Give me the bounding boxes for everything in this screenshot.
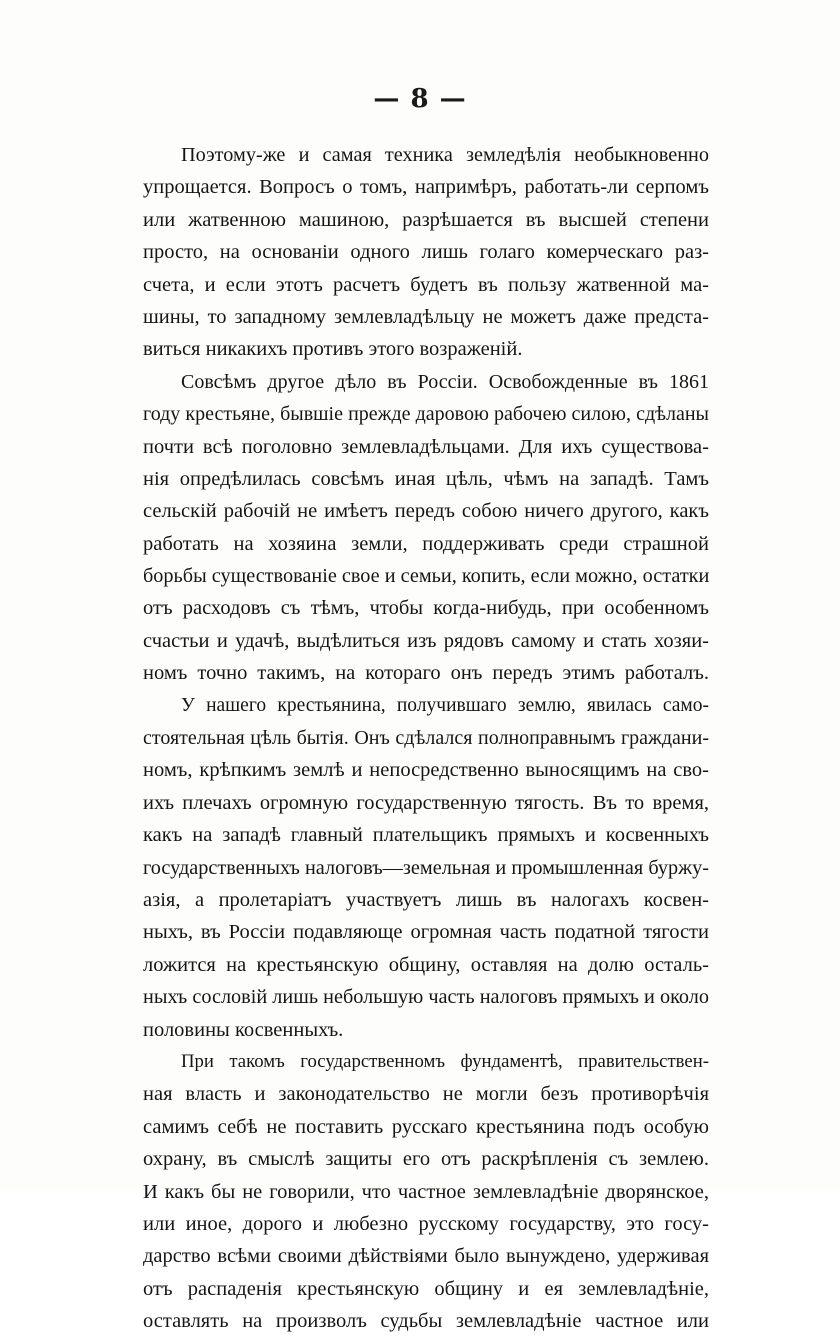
- text-line: самимъ себѣ не поставить русскаго крестьянина подъ особую: [143, 1115, 709, 1138]
- text-line: У нашего крестьянина, получившаго землю, явилась само-: [181, 694, 709, 716]
- text-line: сельскій рабочій не имѣетъ передъ собою ничего другого, какъ: [143, 500, 709, 523]
- text-line: ныхъ, въ Россіи подавляюще огромная часть податной тягости: [143, 921, 709, 944]
- text-line: упрощается. Вопросъ о томъ, напримѣръ, работать-ли серпомъ: [143, 176, 709, 199]
- text-line: почти всѣ поголовно землевладѣльцами. Для ихъ существова-: [143, 435, 709, 458]
- text-line: году крестьяне, бывшіе прежде даровою рабочею силою, сдѣланы: [143, 403, 709, 426]
- text-line: При такомъ государственномъ фундаментѣ, правительствен-: [181, 1050, 709, 1072]
- text-line: И какъ бы не говорили, что частное землевладѣніе дворянское,: [143, 1180, 709, 1203]
- text-line: половины косвенныхъ.: [143, 1018, 344, 1041]
- text-line: азія, а пролетаріатъ участвуетъ лишь въ налогахъ косвен-: [143, 888, 709, 911]
- text-line: оставлять на произволъ судьбы землевладѣніе частное или: [143, 1310, 709, 1333]
- text-line: отъ распаденія крестьянскую общину и ея землевладѣніе,: [143, 1277, 709, 1300]
- text-line: какъ на западѣ главный плательщикъ прямыхъ и косвенныхъ: [143, 824, 709, 847]
- text-line: нія опредѣлилась совсѣмъ иная цѣль, чѣмъ на западѣ. Тамъ: [143, 467, 709, 490]
- text-line: дарство всѣми своими дѣйствіями было вынуждено, удерживая: [143, 1245, 709, 1268]
- page-number: — 8 —: [373, 84, 467, 114]
- text-line: ная власть и законодательство не могли безъ противорѣчія: [143, 1083, 709, 1106]
- text-line: работать на хозяина земли, поддерживать среди страшной: [143, 532, 709, 555]
- text-line: отъ расходовъ съ тѣмъ, чтобы когда-нибудь, при особенномъ: [143, 597, 709, 620]
- text-line: шины, то западному землевладѣльцу не можетъ даже предста-: [143, 305, 709, 328]
- text-line: просто, на основаніи одного лишь голаго комерческаго раз-: [143, 241, 709, 264]
- text-line: счета, и если этотъ расчетъ будетъ въ пользу жатвенной ма-: [143, 273, 709, 296]
- text-line: стоятельная цѣль бытія. Онъ сдѣлался полноправнымъ граждани-: [143, 727, 709, 750]
- text-line: борьбы существованіе свое и семьи, копить, если можно, остатки: [143, 565, 710, 588]
- text-line: номъ, крѣпкимъ землѣ и непосредственно выносящимъ на сво-: [143, 759, 709, 782]
- text-line: или жатвенною машиною, разрѣшается въ высшей степени: [143, 208, 709, 231]
- text-line: счастьи и удачѣ, выдѣлиться изъ рядовъ самому и стать хозяи-: [143, 629, 709, 652]
- text-line: виться никакихъ противъ этого возраженій.: [143, 338, 523, 361]
- body-text: [143, 139, 709, 1337]
- text-line: ихъ плечахъ огромную государственную тягость. Въ то время,: [143, 791, 709, 814]
- text-line: или иное, дорого и любезно русскому государству, это госу-: [143, 1212, 709, 1235]
- text-line: ложится на крестьянскую общину, оставляя на долю осталь-: [143, 953, 709, 976]
- text-line: государственныхъ налоговъ—земельная и промышленная буржу-: [143, 856, 709, 879]
- text-line: ныхъ сословій лишь небольшую часть налоговъ прямыхъ и около: [143, 986, 709, 1009]
- text-line: Совсѣмъ другое дѣло въ Россіи. Освобожденные въ 1861: [181, 370, 709, 393]
- text-line: номъ точно такимъ, на котораго онъ передъ этимъ работалъ.: [143, 662, 709, 685]
- text-line: охрану, въ смыслѣ защиты его отъ раскрѣпленія съ землею.: [143, 1148, 709, 1171]
- text-line: Поэтому-же и самая техника земледѣлія необыкновенно: [181, 144, 709, 166]
